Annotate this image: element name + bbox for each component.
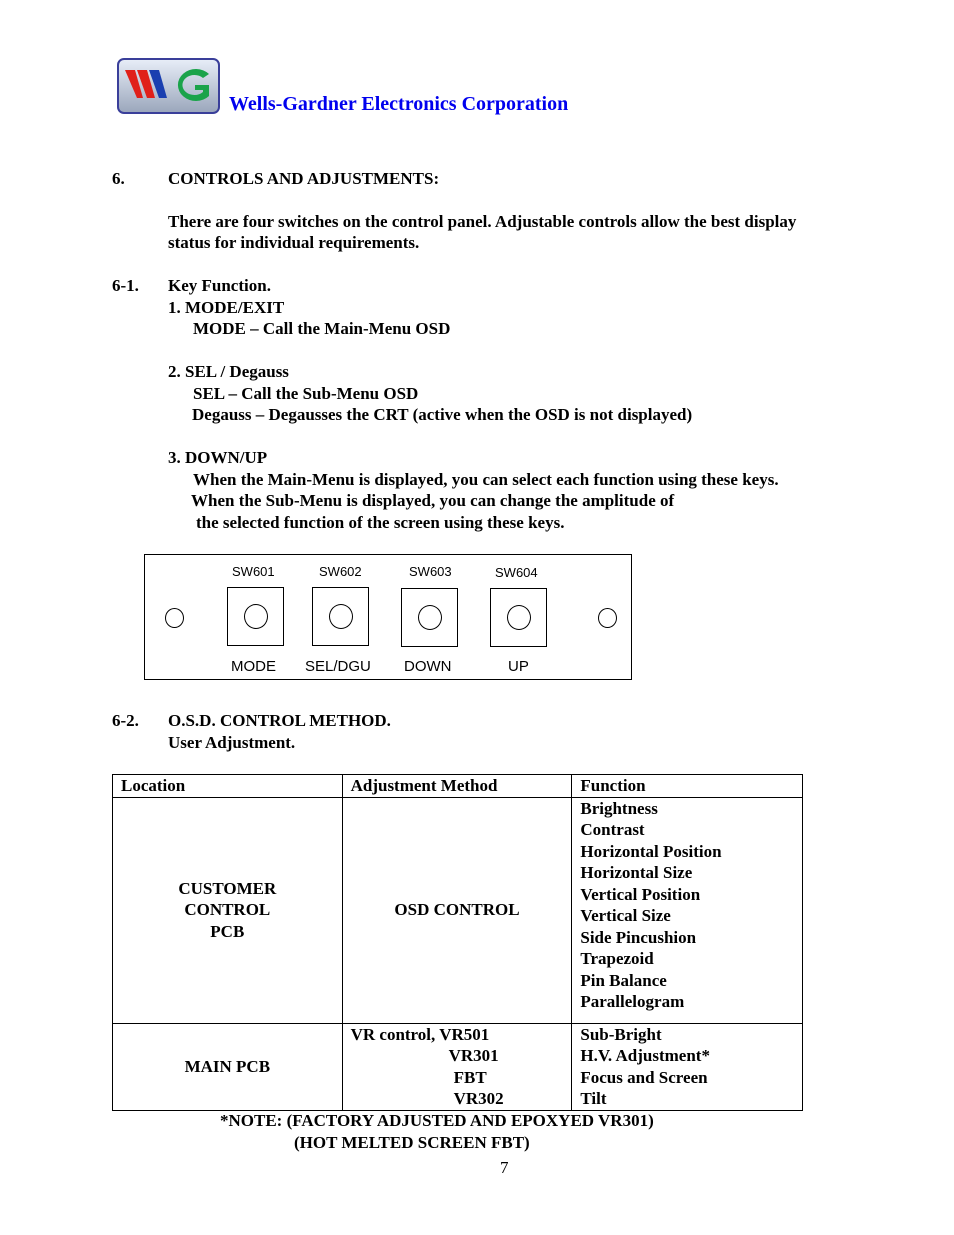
function-item: Brightness (580, 798, 658, 818)
location-line: CONTROL (184, 900, 271, 920)
section-6-intro-line2: status for individual requirements. (168, 233, 420, 252)
method-line: VR302 (453, 1089, 504, 1108)
key-item1-line1: MODE – Call the Main-Menu OSD (193, 319, 451, 338)
switch-knob-icon (329, 604, 353, 629)
section-6-2-number: 6-2. (112, 711, 139, 730)
header-location: Location (113, 775, 343, 798)
function-item: Contrast (580, 820, 645, 839)
cell-methods-main-pcb (342, 1023, 572, 1110)
location-line: PCB (210, 921, 245, 941)
section-6-2-title: O.S.D. CONTROL METHOD. (168, 711, 391, 730)
method-line: OSD CONTROL (394, 900, 520, 920)
section-6-number: 6. (112, 169, 125, 188)
method-line: FBT (453, 1067, 487, 1087)
switch-label-sw601: SW601 (232, 564, 275, 579)
function-item: Trapezoid (580, 949, 654, 968)
adjustment-table (112, 774, 803, 1111)
key-item3-line3: the selected function of the screen using these keys. (196, 513, 565, 532)
function-item: Pin Balance (580, 970, 667, 990)
function-item: Horizontal Size (580, 863, 693, 882)
switch-knob-icon (418, 605, 442, 630)
button-label-up: UP (508, 658, 529, 675)
section-6-1-title: Key Function. (168, 276, 271, 295)
note-line2: (HOT MELTED SCREEN FBT) (294, 1133, 530, 1152)
company-logo (117, 58, 220, 114)
section-6-2-subtitle: User Adjustment. (168, 733, 296, 752)
function-item: Parallelogram (580, 992, 685, 1011)
control-panel-diagram (144, 554, 632, 680)
switch-knob-icon (507, 605, 531, 630)
key-item2-line2: Degauss – Degausses the CRT (active when the OSD is not displayed) (192, 405, 693, 424)
down-switch (401, 588, 458, 647)
page-number: 7 (500, 1158, 509, 1177)
key-item3-line1: When the Main-Menu is displayed, you can select each function using these keys. (193, 470, 779, 489)
location-line: CUSTOMER (178, 878, 277, 898)
note-line1: *NOTE: (FACTORY ADJUSTED AND EPOXYED VR301) (220, 1111, 654, 1130)
cell-location-main-pcb (113, 1023, 343, 1110)
function-item: Vertical Position (580, 884, 701, 904)
method-line: VR control, VR501 (350, 1024, 490, 1044)
table-header-row (113, 775, 803, 798)
switch-knob-icon (244, 604, 268, 629)
switch-label-sw602: SW602 (319, 564, 362, 579)
button-label-mode: MODE (231, 658, 276, 675)
section-6-intro-line1: There are four switches on the control panel. Adjustable controls allow the best display (168, 212, 797, 231)
table-row-main-pcb (113, 1023, 803, 1110)
function-item: Focus and Screen (580, 1067, 708, 1087)
cell-functions-customer (572, 797, 803, 1023)
function-item: Sub-Bright (580, 1024, 662, 1044)
method-line: VR301 (448, 1046, 499, 1065)
button-label-sel-dgu: SEL/DGU (305, 658, 371, 675)
function-item: Side Pincushion (580, 927, 697, 947)
section-6-1-number: 6-1. (112, 276, 139, 295)
table-row-customer (113, 797, 803, 1023)
key-item3-line2: When the Sub-Menu is displayed, you can change the amplitude of (191, 491, 675, 510)
cell-location-customer (113, 797, 343, 1023)
function-item: Vertical Size (580, 906, 671, 925)
sel-dgu-switch (312, 587, 369, 646)
led-left-icon (165, 608, 184, 628)
key-item3-title: 3. DOWN/UP (168, 448, 268, 467)
switch-label-sw604: SW604 (495, 565, 538, 580)
up-switch (490, 588, 547, 647)
button-label-down: DOWN (404, 658, 452, 675)
cell-functions-main-pcb (572, 1023, 803, 1110)
company-name: Wells-Gardner Electronics Corporation (229, 93, 569, 115)
function-item: Horizontal Position (580, 841, 722, 861)
led-right-icon (598, 608, 617, 628)
section-6-title: CONTROLS AND ADJUSTMENTS: (168, 169, 440, 188)
mode-switch (227, 587, 284, 646)
header-adjustment-method: Adjustment Method (342, 775, 572, 798)
key-item2-title: 2. SEL / Degauss (168, 362, 289, 381)
key-item2-line1: SEL – Call the Sub-Menu OSD (193, 384, 419, 403)
switch-label-sw603: SW603 (409, 564, 452, 579)
location-line: MAIN PCB (184, 1056, 271, 1076)
key-item1-title: 1. MODE/EXIT (168, 298, 285, 317)
function-item: H.V. Adjustment* (580, 1046, 710, 1065)
cell-method-osd (342, 797, 572, 1023)
header-function: Function (572, 775, 803, 798)
function-item: Tilt (580, 1089, 607, 1108)
